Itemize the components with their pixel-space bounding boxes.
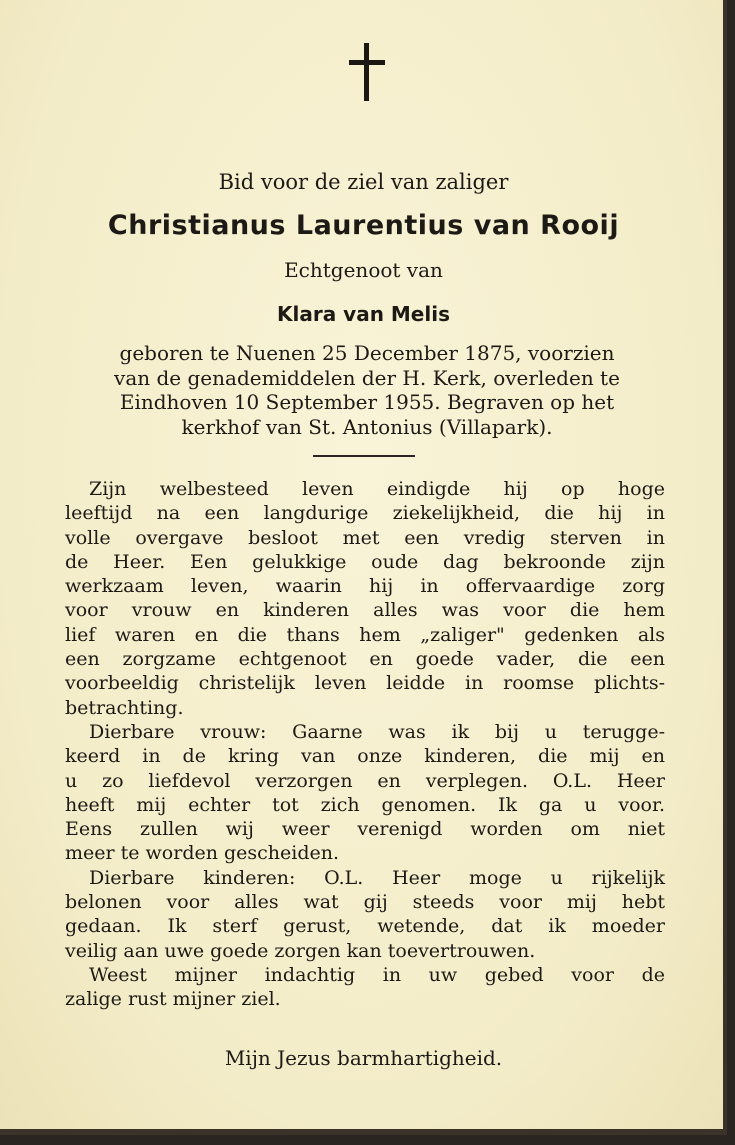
memorial-text-line: een zorgzame echtgenoot en goede vader, die een — [65, 648, 665, 671]
memorial-text-line: de Heer. Een gelukkige oude dag bekroonde zijn — [65, 550, 665, 573]
divider — [313, 455, 415, 457]
memorial-text-line: lief waren en die thans hem „zaliger" gedenken als — [65, 623, 665, 646]
memorial-text-line: Dierbare kinderen: O.L. Heer moge u rijkelijk — [89, 866, 665, 889]
biography — [63, 341, 671, 439]
biography-line: geboren te Nuenen 25 December 1875, voorzien — [119, 341, 615, 365]
biography-line: van de genademiddelen der H. Kerk, overleden te — [114, 365, 620, 390]
memorial-text-line: u zo liefdevol verzorgen en verplegen. O.L. Heer — [65, 769, 665, 792]
memorial-text-line: veilig aan uwe goede zorgen kan toevertrouwen. — [65, 939, 536, 962]
spouse-name: Klara van Melis — [277, 302, 450, 326]
memorial-text-line: zalige rust mijner ziel. — [65, 988, 281, 1011]
memorial-text-line: leeftijd na een langdurige ziekelijkheid, die hij in — [65, 502, 665, 525]
memorial-text-line: belonen voor alles wat gij steeds voor mij hebt — [65, 891, 665, 914]
closing-line: Mijn Jezus barmhartigheid. — [224, 1046, 503, 1070]
memorial-text-line: Eens zullen wij weer verenigd worden om niet — [65, 818, 665, 841]
memorial-text-line: Weest mijner indachtig in uw gebed voor de — [89, 963, 665, 986]
memorial-text-line: betrachting. — [65, 696, 184, 719]
biography-line: Eindhoven 10 September 1955. Begraven op het — [119, 390, 615, 414]
memorial-text-line: Zijn welbesteed leven eindigde hij op hoge — [89, 478, 665, 500]
memorial-text-line: heeft mij echter tot zich genomen. Ik ga u voor. — [65, 793, 665, 816]
memorial-text-line: meer te worden gescheiden. — [65, 842, 340, 865]
memorial-text-line: werkzaam leven, waarin hij in offervaardige zorg — [65, 575, 665, 598]
cross-icon — [349, 43, 385, 103]
memorial-text-line: voorbeeldig christelijk leven leidde in roomse plichts- — [65, 672, 665, 695]
deceased-name: Christianus Laurentius van Rooij — [107, 210, 620, 241]
memorial-text-line: gedaan. Ik sterf gerust, wetende, dat ik moeder — [65, 915, 665, 938]
memorial-text-line: keerd in de kring van onze kinderen, die mij en — [65, 745, 665, 768]
memorial-text-line: volle overgave besloot met een vredig sterven in — [65, 526, 665, 549]
memorial-text-line: Dierbare vrouw: Gaarne was ik bij u terugge- — [89, 720, 665, 743]
biography-line: kerkhof van St. Antonius (Villapark). — [181, 414, 553, 439]
intro-line: Bid voor de ziel van zaliger — [218, 170, 509, 194]
memorial-text-line: voor vrouw en kinderen alles was voor die hem — [65, 599, 665, 622]
memorial-text — [65, 477, 665, 1012]
spouse-label: Echtgenoot van — [284, 258, 443, 282]
